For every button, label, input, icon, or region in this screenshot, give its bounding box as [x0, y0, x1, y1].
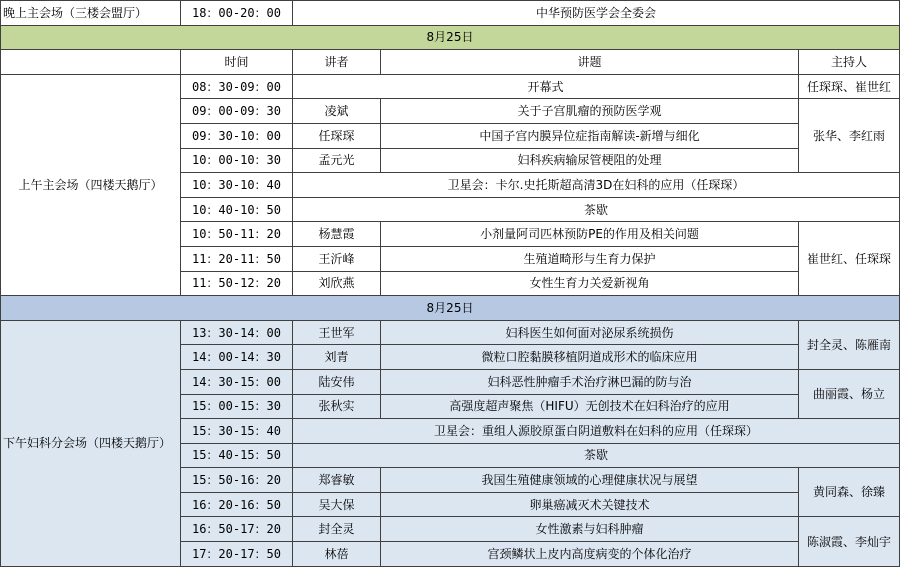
session-topic: 中国子宫内膜异位症指南解读-新增与细化	[381, 123, 799, 148]
session-speaker: 刘青	[293, 345, 381, 370]
session-time: 15：30-15：40	[181, 419, 293, 444]
session-time: 11：50-12：20	[181, 271, 293, 296]
session-time: 10：30-10：40	[181, 173, 293, 198]
session-topic: 茶歇	[293, 197, 900, 222]
session-time: 09：30-10：00	[181, 123, 293, 148]
session-time: 11：20-11：50	[181, 246, 293, 271]
session-host: 曲丽霞、杨立	[799, 369, 900, 418]
session-host: 黄同森、徐臻	[799, 468, 900, 517]
session-time: 10：00-10：30	[181, 148, 293, 173]
date-band-1	[1, 25, 900, 50]
table-row	[1, 74, 900, 99]
session-host: 任琛琛、崔世红	[799, 74, 900, 99]
session-time: 10：40-10：50	[181, 197, 293, 222]
session-time: 14：00-14：30	[181, 345, 293, 370]
date-band-2	[1, 296, 900, 321]
session-time: 09：00-09：30	[181, 99, 293, 124]
session-speaker: 郑睿敏	[293, 468, 381, 493]
session-speaker: 张秋实	[293, 394, 381, 419]
session-speaker: 孟元光	[293, 148, 381, 173]
session-time: 14：30-15：00	[181, 369, 293, 394]
session-speaker: 封全灵	[293, 517, 381, 542]
evening-title: 中华预防医学会全委会	[293, 1, 900, 26]
session-speaker: 任琛琛	[293, 123, 381, 148]
session-topic: 茶歇	[293, 443, 900, 468]
session-speaker: 陆安伟	[293, 369, 381, 394]
session-time: 10：50-11：20	[181, 222, 293, 247]
session-topic: 妇科恶性肿瘤手术治疗淋巴漏的防与治	[381, 369, 799, 394]
session-host: 陈淑霞、李灿宇	[799, 517, 900, 566]
session-time: 08：30-09：00	[181, 74, 293, 99]
session-host: 崔世红、任琛琛	[799, 222, 900, 296]
session-time: 16：20-16：50	[181, 492, 293, 517]
session-speaker: 王世军	[293, 320, 381, 345]
date-label-2: 8月25日	[1, 296, 900, 321]
afternoon-venue: 下午妇科分会场（四楼天鹅厅）	[1, 320, 181, 566]
session-topic: 关于子宫肌瘤的预防医学观	[381, 99, 799, 124]
evening-time: 18：00-20：00	[181, 1, 293, 26]
session-topic: 我国生殖健康领域的心理健康状况与展望	[381, 468, 799, 493]
session-time: 16：50-17：20	[181, 517, 293, 542]
session-speaker: 凌斌	[293, 99, 381, 124]
session-speaker: 林蓓	[293, 542, 381, 567]
session-topic: 女性生育力关爱新视角	[381, 271, 799, 296]
session-speaker: 杨慧霞	[293, 222, 381, 247]
session-topic: 妇科医生如何面对泌尿系统损伤	[381, 320, 799, 345]
session-topic: 宫颈鳞状上皮内高度病变的个体化治疗	[381, 542, 799, 567]
session-topic: 开幕式	[293, 74, 799, 99]
session-speaker: 刘欣燕	[293, 271, 381, 296]
session-speaker: 吴大保	[293, 492, 381, 517]
session-topic: 卵巢癌减灭术关键技术	[381, 492, 799, 517]
session-topic: 生殖道畸形与生育力保护	[381, 246, 799, 271]
session-topic: 女性激素与妇科肿瘤	[381, 517, 799, 542]
session-host: 封全灵、陈雁南	[799, 320, 900, 369]
session-time: 15：50-16：20	[181, 468, 293, 493]
session-topic: 微粒口腔黏膜移植阴道成形术的临床应用	[381, 345, 799, 370]
header-row	[1, 50, 900, 75]
table-row	[1, 320, 900, 345]
header-host: 主持人	[799, 50, 900, 75]
evening-row	[1, 1, 900, 26]
session-time: 15：40-15：50	[181, 443, 293, 468]
session-time: 15：00-15：30	[181, 394, 293, 419]
session-time: 17：20-17：50	[181, 542, 293, 567]
session-time: 13：30-14：00	[181, 320, 293, 345]
session-topic: 小剂量阿司匹林预防PE的作用及相关问题	[381, 222, 799, 247]
session-topic: 卫星会：重组人源胶原蛋白阴道敷料在妇科的应用（任琛琛）	[293, 419, 900, 444]
header-venue	[1, 50, 181, 75]
session-topic: 高强度超声聚焦（HIFU）无创技术在妇科治疗的应用	[381, 394, 799, 419]
morning-venue: 上午主会场（四楼天鹅厅）	[1, 74, 181, 295]
header-speaker: 讲者	[293, 50, 381, 75]
session-host: 张华、李红雨	[799, 99, 900, 173]
header-topic: 讲题	[381, 50, 799, 75]
session-speaker: 王沂峰	[293, 246, 381, 271]
session-topic: 卫星会：卡尔.史托斯超高清3D在妇科的应用（任琛琛）	[293, 173, 900, 198]
evening-venue: 晚上主会场（三楼会盟厅）	[1, 1, 181, 26]
header-time: 时间	[181, 50, 293, 75]
date-label-1: 8月25日	[1, 25, 900, 50]
session-topic: 妇科疾病输尿管梗阻的处理	[381, 148, 799, 173]
